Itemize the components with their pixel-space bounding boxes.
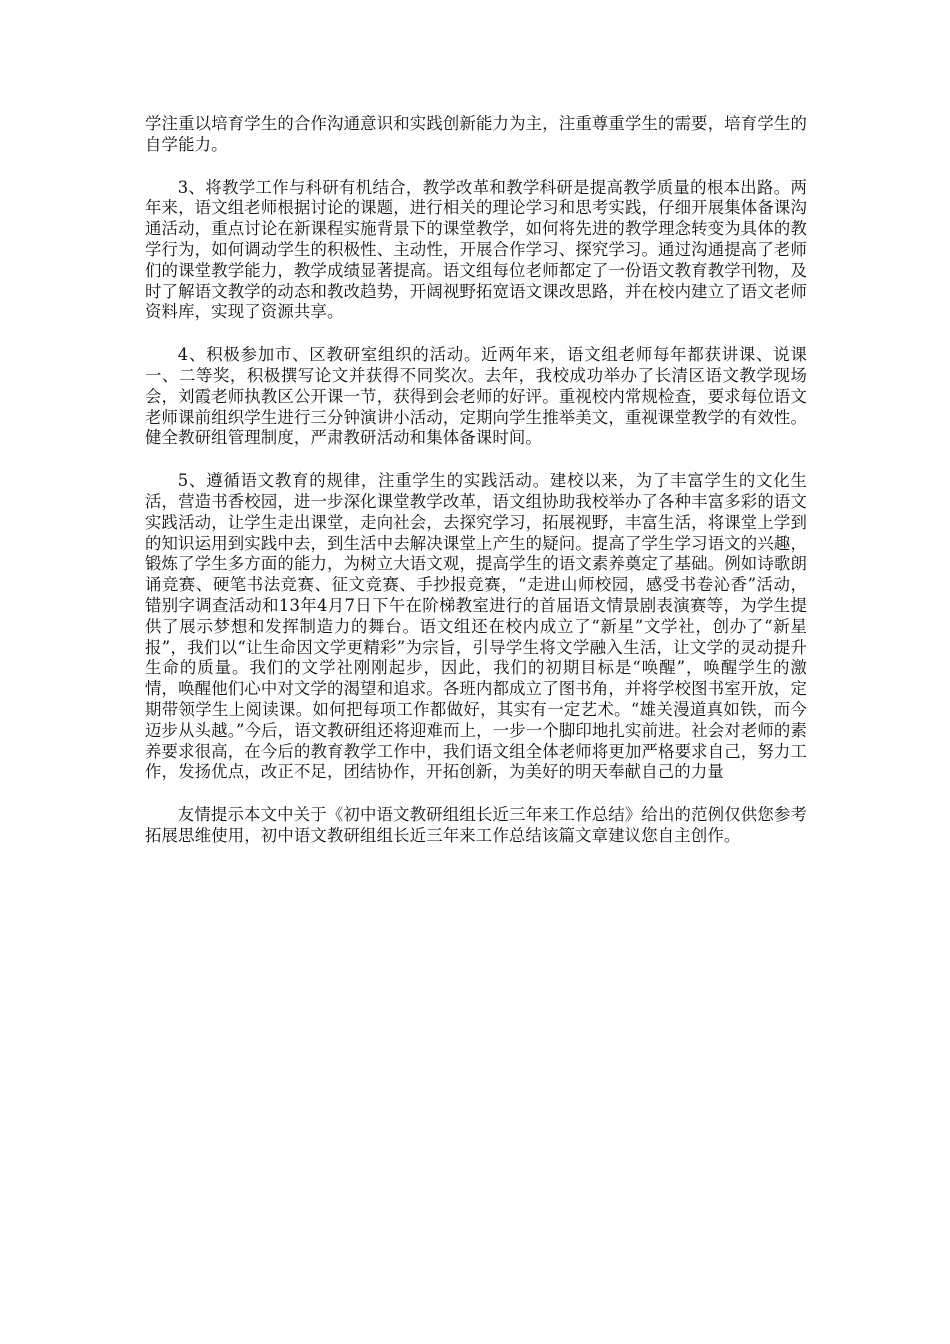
paragraph-item-4: 4、积极参加市、区教研室组织的活动。近两年来，语文组老师每年都获讲课、说课一、二等奖，积极撰写论文并获得不同奖次。去年，我校成功举办了长清区语文教学现场会，刘霞老师执教区公开课一节，获得到会老师的好评。重视校内常规检查，要求每位语文老师课前组织学生进行三分钟演讲小活动，定期向学生推举美文，重视课堂教学的有效性。健全教研组管理制度，严肃教研活动和集体备课时间。: [145, 345, 807, 448]
document-page: [145, 114, 807, 869]
paragraph-item-3: 3、将教学工作与科研有机结合，教学改革和教学科研是提高教学质量的根本出路。两年来，语文组老师根据讨论的课题，进行相关的理论学习和思考实践，仔细开展集体备课沟通活动，重点讨论在新课程实施背景下的课堂教学，如何将先进的教学理念转变为具体的教学行为，如何调动学生的积极性、主动性，开展合作学习、探究学习。通过沟通提高了老师们的课堂教学能力，教学成绩显著提高。语文组每位老师都定了一份语文教育教学刊物，及时了解语文教学的动态和教改趋势，开阔视野拓宽语文课改思路，并在校内建立了语文老师资料库，实现了资源共享。: [145, 177, 807, 322]
paragraph-item-5: 5、遵循语文教育的规律，注重学生的实践活动。建校以来，为了丰富学生的文化生活，营造书香校园，进一步深化课堂教学改革，语文组协助我校举办了各种丰富多彩的语文实践活动，让学生走出课堂，走向社会，去探究学习，拓展视野，丰富生活，将课堂上学到的知识运用到实践中去，到生活中去解决课堂上产生的疑问。提高了学生学习语文的兴趣，锻炼了学生多方面的能力，为树立大语文观，提高学生的语文素养奠定了基础。例如诗歌朗诵竞赛、硬笔书法竞赛、征文竞赛、手抄报竞赛，“走进山师校园，感受书卷沁香”活动，错别字调查活动和13年4月7日下午在阶梯教室进行的首届语文情景剧表演赛等，为学生提供了展示梦想和发挥制造力的舞台。语文组还在校内成立了“新星”文学社，创办了“新星报”，我们以“让生命因文学更精彩”为宗旨，引导学生将文学融入生活，让文学的灵动提升生命的质量。我们的文学社刚刚起步，因此，我们的初期目标是“唤醒”，唤醒学生的激情，唤醒他们心中对文学的渴望和追求。各班内都成立了图书角，并将学校图书室开放，定期带领学生上阅读课。如何把每项工作都做好，其实有一定艺术。“雄关漫道真如铁，而今迈步从头越。”今后，语文教研组还将迎难而上，一步一个脚印地扎实前进。社会对老师的素养要求很高，在今后的教育教学工作中，我们语文组全体老师将更加严格要求自己，努力工作，发扬优点，改正不足，团结协作，开拓创新，为美好的明天奉献自己的力量: [145, 471, 807, 782]
paragraph-intro: 学注重以培育学生的合作沟通意识和实践创新能力为主，注重尊重学生的需要，培育学生的自学能力。: [145, 114, 807, 154]
paragraph-tip: 友情提示本文中关于《初中语文教研组组长近三年来工作总结》给出的范例仅供您参考拓展思维使用，初中语文教研组组长近三年来工作总结该篇文章建议您自主创作。: [145, 805, 807, 845]
